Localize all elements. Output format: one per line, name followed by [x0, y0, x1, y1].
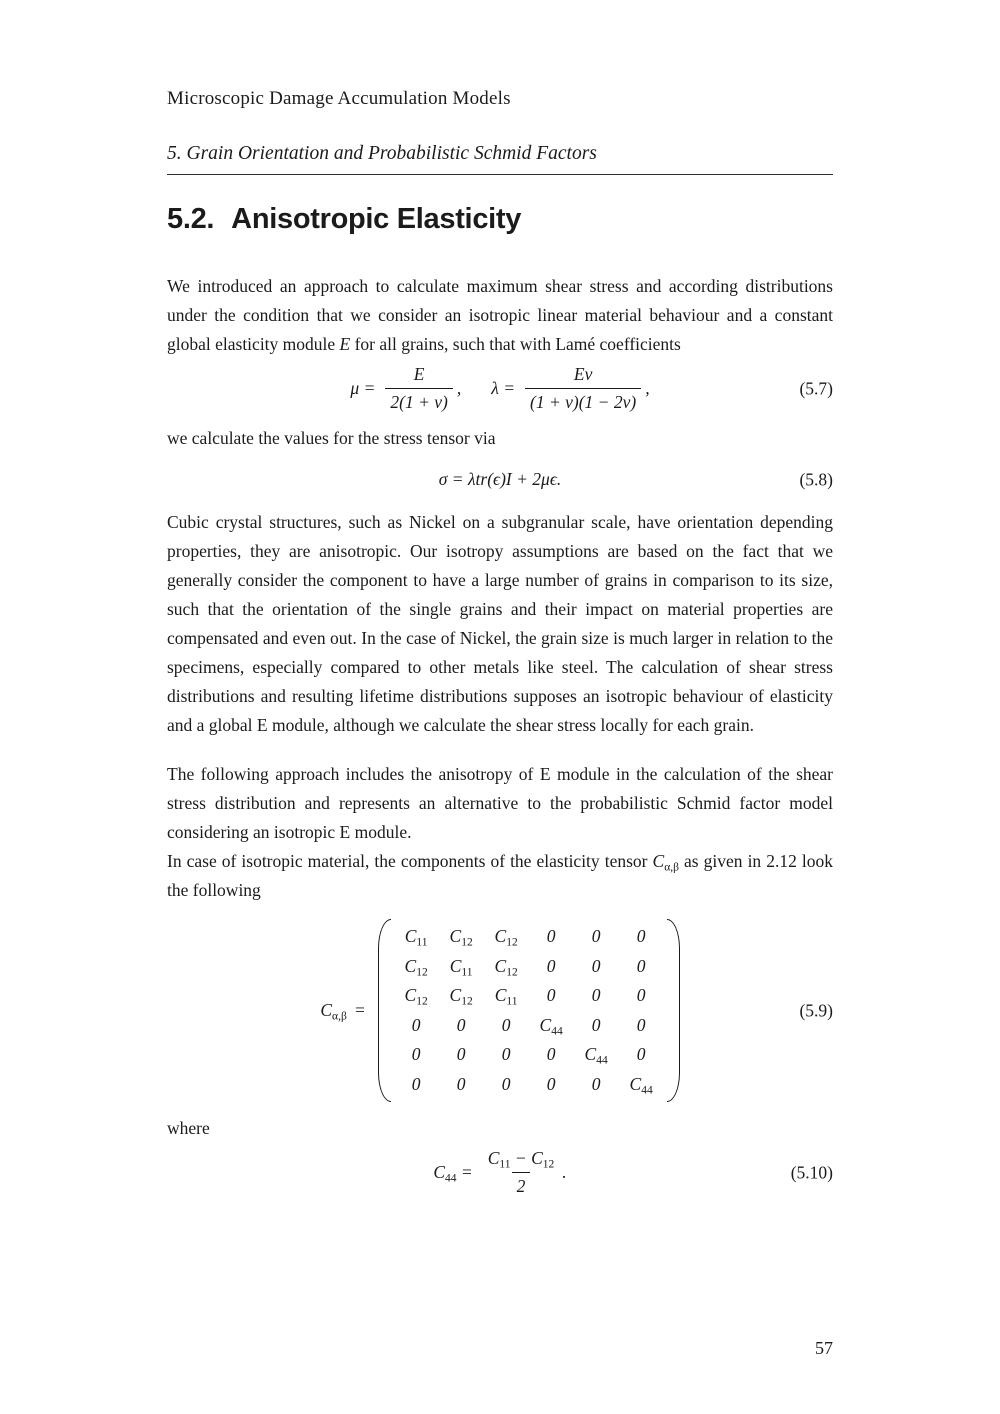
matrix-cell: 0	[636, 1044, 646, 1064]
matrix-cell: 0	[591, 926, 601, 946]
paragraph-cubic: Cubic crystal structures, such as Nickel on a subgranular scale, have orientation depending properties, they are anisotropic. Our isotropy assumptions are based on the fact that we generally consider the component to have a large number of grains in comparison to its size, such that the orientation of the single grains and their impact on material properties are compensated and even out. In the case of Nickel, the grain size is much larger in relation to the specimens, especially compared to other metals like steel. The calculation of shear stress distributions and resulting lifetime distributions supposes an isotropic behaviour of elasticity and a global E module, although we calculate the shear stress locally for each grain.	[167, 512, 833, 735]
fraction-lambda-numerator: Eν	[573, 364, 593, 384]
section-title	[167, 203, 833, 236]
separator-comma: ,	[645, 378, 650, 398]
separator-comma: ,	[456, 378, 462, 398]
equation-tag-5-10: (5.10)	[790, 1162, 833, 1182]
matrix-cell: 0	[636, 1014, 646, 1035]
c44-lhs	[433, 1162, 472, 1183]
matrix-cell: 0	[636, 985, 646, 1005]
incase-text-b: as given in 2.12 look the following	[167, 851, 834, 900]
paragraph-following: The following approach includes the anisotropy of E module in the calculation of the shear stress distribution and represents an alternative to the probabilistic Schmid factor model considering an isotropic E module.	[167, 764, 833, 842]
matrix-cell: 0	[456, 1044, 466, 1064]
matrix-cell: $C_{44}$	[539, 1014, 563, 1037]
matrix-cell: $C_{12}$	[494, 955, 518, 978]
c44-base: C	[433, 1162, 446, 1182]
matrix-cell: 0	[546, 955, 556, 976]
matrix-cell: 0	[456, 1014, 466, 1035]
equation-tag-5-8: (5.8)	[799, 469, 833, 489]
matrix-cell: 0	[546, 926, 556, 946]
fraction-lambda	[525, 363, 641, 414]
equation-5-8-body: σ = λtr(ϵ)I + 2μϵ.	[438, 469, 562, 489]
matrix-cell: $C_{11}$	[449, 955, 473, 978]
matrix-grid	[391, 919, 667, 1102]
matrix-cell: 0	[636, 926, 646, 946]
equation-tag-5-9: (5.9)	[799, 1000, 833, 1020]
matrix-cell: 0	[591, 1014, 601, 1035]
matrix-cell: 0	[546, 1073, 556, 1094]
paragraph-intro	[167, 272, 833, 359]
period: .	[562, 1162, 567, 1182]
matrix-cell: 0	[636, 955, 646, 976]
matrix-cell: 0	[501, 1073, 511, 1094]
matrix-cell: 0	[501, 1014, 511, 1035]
equation-5-7-body	[350, 363, 649, 414]
matrix-cell: 0	[456, 1073, 466, 1094]
equation-5-10	[167, 1147, 833, 1198]
equation-5-9	[167, 919, 833, 1102]
section-title-text: Anisotropic Elasticity	[231, 203, 522, 235]
paragraph-incase	[167, 847, 833, 905]
incase-text-a: In case of isotropic material, the components of the elasticity tensor	[167, 851, 653, 871]
matrix-cell: 0	[501, 1044, 511, 1064]
equation-5-9-body	[320, 919, 679, 1102]
matrix-cell: 0	[591, 1073, 601, 1094]
math-tensor-C-subscript: α,β	[664, 861, 679, 874]
paragraph-calc: we calculate the values for the stress tensor via	[167, 428, 496, 448]
matrix-lhs-base: C	[320, 1000, 333, 1020]
text-column	[167, 88, 833, 1198]
matrix-cell: $C_{12}$	[449, 985, 473, 1008]
fraction-c44-denominator: 2	[512, 1172, 531, 1198]
equation-5-10-body	[433, 1147, 566, 1198]
matrix-cell: 0	[546, 985, 556, 1005]
intro-text-b: for all grains, such that with Lamé coefficients	[350, 334, 681, 354]
matrix-cell: $C_{12}$	[449, 926, 473, 949]
matrix-cell: 0	[411, 1073, 421, 1094]
matrix-cell: $C_{12}$	[404, 955, 428, 978]
matrix	[378, 919, 680, 1102]
left-parenthesis	[378, 919, 391, 1102]
equals-sign: =	[460, 1162, 473, 1182]
chapter-heading: 5. Grain Orientation and Probabilistic Schmid Factors	[167, 143, 833, 175]
intro-text-a: We introduced an approach to calculate maximum shear stress and according distributions under the condition that we consider an isotropic linear material behaviour and a constant global elasticity module	[167, 276, 833, 354]
equation-tag-5-7: (5.7)	[799, 378, 833, 398]
matrix-cell: $C_{11}$	[494, 985, 518, 1008]
math-tensor-C: C	[652, 851, 665, 871]
matrix-cell: 0	[546, 1044, 556, 1064]
fraction-c44-numerator: $C_{11} - C_{12}$	[487, 1148, 555, 1171]
fraction-lambda-denominator: (1 + ν)(1 − 2ν)	[525, 388, 641, 414]
fraction-mu-numerator: E	[413, 364, 425, 384]
equation-5-7	[167, 363, 833, 414]
running-head: Microscopic Damage Accumulation Models	[167, 88, 511, 109]
fraction-c44	[483, 1147, 560, 1198]
right-parenthesis	[667, 919, 680, 1102]
matrix-cell: $C_{11}$	[404, 926, 428, 949]
c44-subscript: 44	[445, 1172, 457, 1185]
matrix-cell: $C_{12}$	[404, 985, 428, 1008]
section-number: 5.2.	[167, 203, 215, 235]
matrix-lhs	[320, 1000, 365, 1021]
matrix-cell: 0	[591, 955, 601, 976]
matrix-lhs-subscript: α,β	[332, 1010, 347, 1023]
matrix-cell: $C_{44}$	[629, 1073, 653, 1096]
equation-5-8	[167, 469, 833, 490]
paragraph-where: where	[167, 1118, 210, 1138]
math-var-E: E	[339, 334, 351, 354]
lambda-lhs: λ =	[491, 378, 515, 398]
page-number: 57	[815, 1338, 833, 1358]
matrix-cell: 0	[411, 1014, 421, 1035]
matrix-cell: 0	[411, 1044, 421, 1064]
equals-sign: =	[353, 1000, 366, 1020]
mu-lhs: μ =	[350, 378, 376, 398]
fraction-mu	[385, 363, 452, 414]
matrix-cell: $C_{12}$	[494, 926, 518, 949]
fraction-mu-denominator: 2(1 + ν)	[385, 388, 452, 414]
matrix-cell: $C_{44}$	[584, 1044, 608, 1067]
matrix-cell: 0	[591, 985, 601, 1005]
